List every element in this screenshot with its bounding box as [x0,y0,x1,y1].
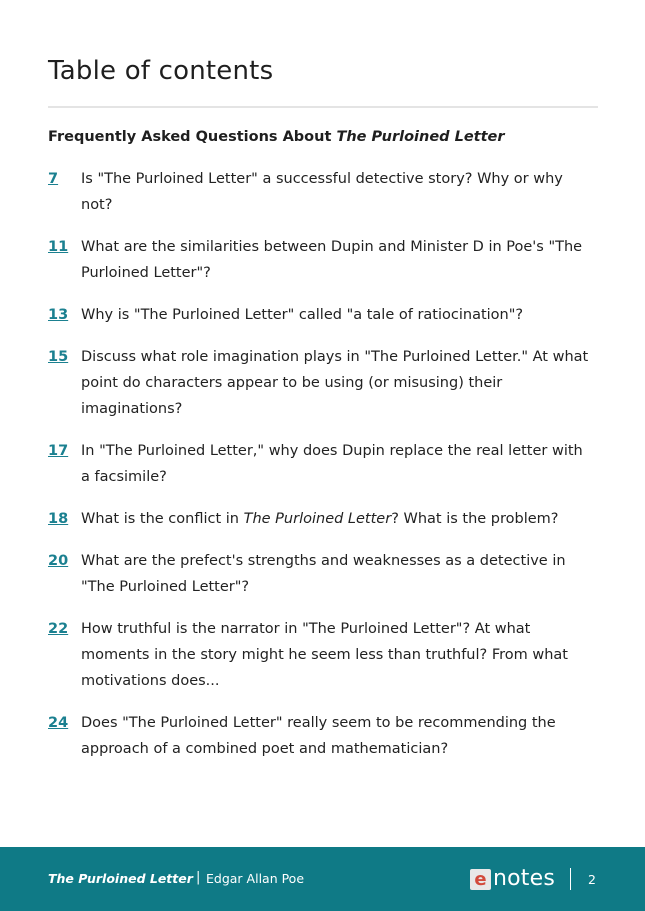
toc-page-link[interactable]: 11 [48,239,69,255]
toc-page-link[interactable]: 17 [48,443,69,459]
toc-page-link[interactable]: 13 [48,307,69,323]
toc-entry [48,506,608,532]
toc-entry-text: Why is "The Purloined Letter" called "a tale of ratiocination"? [81,307,524,323]
enotes-logo [470,866,555,892]
footer-book-title: The Purloined Letter [48,871,193,886]
page-title: Table of contents [48,56,274,86]
toc-page-link[interactable]: 24 [48,715,69,731]
section-heading-prefix: Frequently Asked Questions About [48,129,337,145]
toc-page-link[interactable]: 15 [48,349,69,365]
footer-separator: | [196,870,201,885]
toc-list [48,166,608,778]
section-heading-title: The Purloined Letter [336,129,505,145]
toc-entry [48,548,608,600]
toc-entry-text: What are the similarities between Dupin and Minister D in Poe's "The Purloined Letter"? [81,239,583,281]
footer-page-number: 2 [588,872,596,887]
footer-divider [570,868,571,890]
toc-entry [48,302,608,328]
toc-page-link[interactable]: 18 [48,511,69,527]
toc-entry-text-before: What is the conflict in [81,511,244,527]
toc-entry-text: In "The Purloined Letter," why does Dupin replace the real letter with a facsimile? [81,443,583,485]
title-divider [48,106,598,108]
toc-entry [48,616,608,694]
toc-entry-text: Does "The Purloined Letter" really seem to be recommending the approach of a combined poet and mathematician? [81,715,556,757]
enotes-logo-text: notes [493,866,556,891]
toc-entry [48,344,608,422]
toc-entry [48,234,608,286]
page-footer [0,847,645,911]
toc-entry-text: How truthful is the narrator in "The Purloined Letter"? At what moments in the story might he seem less than truthful? From what motivations does... [81,621,568,689]
toc-entry-text-after: ? What is the problem? [391,511,559,527]
toc-entry-text: What are the prefect's strengths and weaknesses as a detective in "The Purloined Letter"? [81,553,566,595]
toc-page-link[interactable]: 7 [48,171,59,187]
toc-entry [48,710,608,762]
toc-entry-text [81,506,596,532]
toc-entry-text: Discuss what role imagination plays in "The Purloined Letter." At what point do characters appear to be using (or misusing) their imaginations? [81,349,589,417]
footer-author: Edgar Allan Poe [206,871,305,886]
toc-entry [48,438,608,490]
toc-page-link[interactable]: 22 [48,621,69,637]
enotes-e-icon: e [470,869,491,890]
toc-entry-text: Is "The Purloined Letter" a successful detective story? Why or why not? [81,171,563,213]
toc-entry-text-italic: The Purloined Letter [243,511,392,527]
toc-page-link[interactable]: 20 [48,553,69,569]
section-heading [48,129,505,145]
toc-entry [48,166,608,218]
